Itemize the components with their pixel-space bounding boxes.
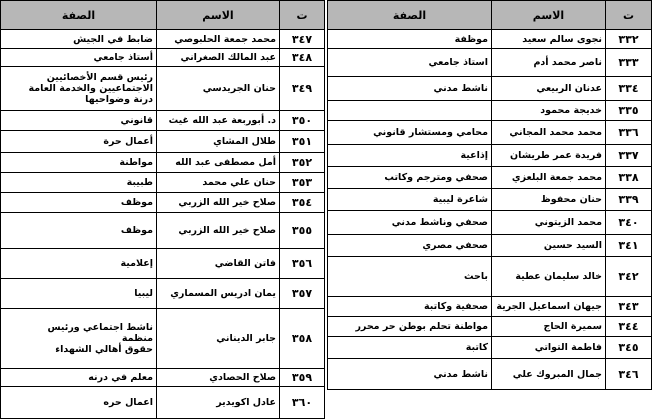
person-role: أعمال حرة [1, 131, 157, 153]
person-name: أمل مصطفى عبد الله [157, 153, 280, 173]
row-number: ٣٤٥ [606, 337, 652, 359]
person-name: عبد المالك الصغراني [157, 49, 280, 67]
person-role: استاذ جامعي [328, 49, 492, 77]
person-name: فاطمة التواتي [492, 337, 606, 359]
person-name: د. أبوربعة عبد الله غيث [157, 111, 280, 131]
table-row [1, 153, 325, 173]
person-name: حنان علي محمد [157, 173, 280, 193]
person-name: محمد جمعة الحلبوصي [157, 30, 280, 49]
person-name: جيهان اسماعيل الجرية [492, 297, 606, 317]
person-name: محمد محمد المجاني [492, 121, 606, 145]
row-number: ٣٥٤ [280, 193, 325, 213]
header-row [1, 1, 325, 30]
person-name: عادل اكويدير [157, 387, 280, 419]
person-role: أستاذ جامعي [1, 49, 157, 67]
table-row [1, 131, 325, 153]
person-role: ناشط مدني [328, 77, 492, 101]
table-row [1, 279, 325, 309]
table-row [328, 121, 652, 145]
person-name: طلال المشاي [157, 131, 280, 153]
person-role: كاتبة [328, 337, 492, 359]
person-role: مواطنة تحلم بوطن حر محرر [328, 317, 492, 337]
person-role: صحفي مصري [328, 235, 492, 257]
row-number: ٣٥٦ [280, 249, 325, 279]
header-role: الصفة [328, 1, 492, 30]
person-role: ناشط اجتماعي ورئيس منظمة حقوق أهالي الشهداء [1, 309, 157, 369]
person-role: مواطنة [1, 153, 157, 173]
person-name: فاتن القاضي [157, 249, 280, 279]
row-number: ٣٤٠ [606, 211, 652, 235]
person-name: صلاح الحصادي [157, 369, 280, 387]
person-name: السيد حسين [492, 235, 606, 257]
row-number: ٣٣٨ [606, 167, 652, 189]
row-number: ٣٥٩ [280, 369, 325, 387]
row-number: ٣٥٥ [280, 213, 325, 249]
person-role: موظفة [328, 30, 492, 49]
right-names-table [327, 0, 652, 390]
table-row [1, 193, 325, 213]
row-number: ٣٥٠ [280, 111, 325, 131]
person-name: محمد الزيتوني [492, 211, 606, 235]
header-num: ت [280, 1, 325, 30]
person-name: حنان محفوظ [492, 189, 606, 211]
table-row [1, 173, 325, 193]
person-name: نجوى سالم سعيد [492, 30, 606, 49]
table-row [1, 67, 325, 111]
table-row [328, 30, 652, 49]
person-role: رئيس قسم الأخصائيين الاجتماعيين والخدمة العامة درنة وضواحيها [1, 67, 157, 111]
table-row [328, 235, 652, 257]
person-role: صحفية وكاتبة [328, 297, 492, 317]
person-role [328, 101, 492, 121]
row-number: ٣٤٢ [606, 257, 652, 297]
person-role: إعلامية [1, 249, 157, 279]
person-name: ناصر محمد أدم [492, 49, 606, 77]
person-name: عدنان الربيعي [492, 77, 606, 101]
person-name: صلاح خير الله الزربي [157, 213, 280, 249]
person-role: ليبيا [1, 279, 157, 309]
row-number: ٣٥٣ [280, 173, 325, 193]
person-name: فريدة عمر طريشان [492, 145, 606, 167]
header-num: ت [606, 1, 652, 30]
row-number: ٣٣٤ [606, 77, 652, 101]
header-name: الاسم [492, 1, 606, 30]
table-row [1, 111, 325, 131]
row-number: ٣٤٤ [606, 317, 652, 337]
table-row [328, 189, 652, 211]
row-number: ٣٣٣ [606, 49, 652, 77]
person-name: حنان الجريدسي [157, 67, 280, 111]
header-name: الاسم [157, 1, 280, 30]
person-name: محمد جمعة البلعزي [492, 167, 606, 189]
person-name: خالد سليمان عطية [492, 257, 606, 297]
person-role: شاعرة ليبية [328, 189, 492, 211]
row-number: ٣٥٢ [280, 153, 325, 173]
table-row [1, 30, 325, 49]
table-row [328, 77, 652, 101]
row-number: ٣٤٧ [280, 30, 325, 49]
table-row [328, 317, 652, 337]
person-role: موظف [1, 193, 157, 213]
row-number: ٣٣٩ [606, 189, 652, 211]
row-number: ٣٤٦ [606, 359, 652, 390]
header-row [328, 1, 652, 30]
row-number: ٣٣٧ [606, 145, 652, 167]
person-name: خديجة محمود [492, 101, 606, 121]
table-row [328, 359, 652, 390]
table-row [1, 249, 325, 279]
row-number: ٣٤١ [606, 235, 652, 257]
person-role: موظف [1, 213, 157, 249]
person-role: إذاعية [328, 145, 492, 167]
table-row [328, 257, 652, 297]
person-name: صلاح خير الله الزربي [157, 193, 280, 213]
row-number: ٣٣٦ [606, 121, 652, 145]
person-role: اعمال حره [1, 387, 157, 419]
person-name: يمان ادريس المسماري [157, 279, 280, 309]
table-row [328, 101, 652, 121]
person-role: صحفي وناشط مدني [328, 211, 492, 235]
table-row [328, 337, 652, 359]
table-row [328, 145, 652, 167]
row-number: ٣٥٨ [280, 309, 325, 369]
row-number: ٣٣٥ [606, 101, 652, 121]
left-names-table [0, 0, 325, 419]
person-name: سميرة الحاج [492, 317, 606, 337]
table-row [328, 167, 652, 189]
row-number: ٣٣٢ [606, 30, 652, 49]
person-name: جمال المبروك علي [492, 359, 606, 390]
row-number: ٣٤٩ [280, 67, 325, 111]
row-number: ٣٥١ [280, 131, 325, 153]
row-number: ٣٦٠ [280, 387, 325, 419]
person-role: قانوني [1, 111, 157, 131]
person-role: معلم في درنه [1, 369, 157, 387]
table-row [1, 309, 325, 369]
table-row [328, 297, 652, 317]
header-role: الصفة [1, 1, 157, 30]
person-role: محامي ومستشار قانوني [328, 121, 492, 145]
table-row [1, 213, 325, 249]
person-role: ناشط مدني [328, 359, 492, 390]
table-row [328, 211, 652, 235]
table-row [1, 369, 325, 387]
person-role: طبيبة [1, 173, 157, 193]
person-role: ضابط في الجيش [1, 30, 157, 49]
table-row [1, 387, 325, 419]
table-row [1, 49, 325, 67]
row-number: ٣٤٣ [606, 297, 652, 317]
person-role: باحث [328, 257, 492, 297]
table-row [328, 49, 652, 77]
person-name: جابر الديناني [157, 309, 280, 369]
row-number: ٣٥٧ [280, 279, 325, 309]
row-number: ٣٤٨ [280, 49, 325, 67]
person-role: صحفي ومترجم وكاتب [328, 167, 492, 189]
